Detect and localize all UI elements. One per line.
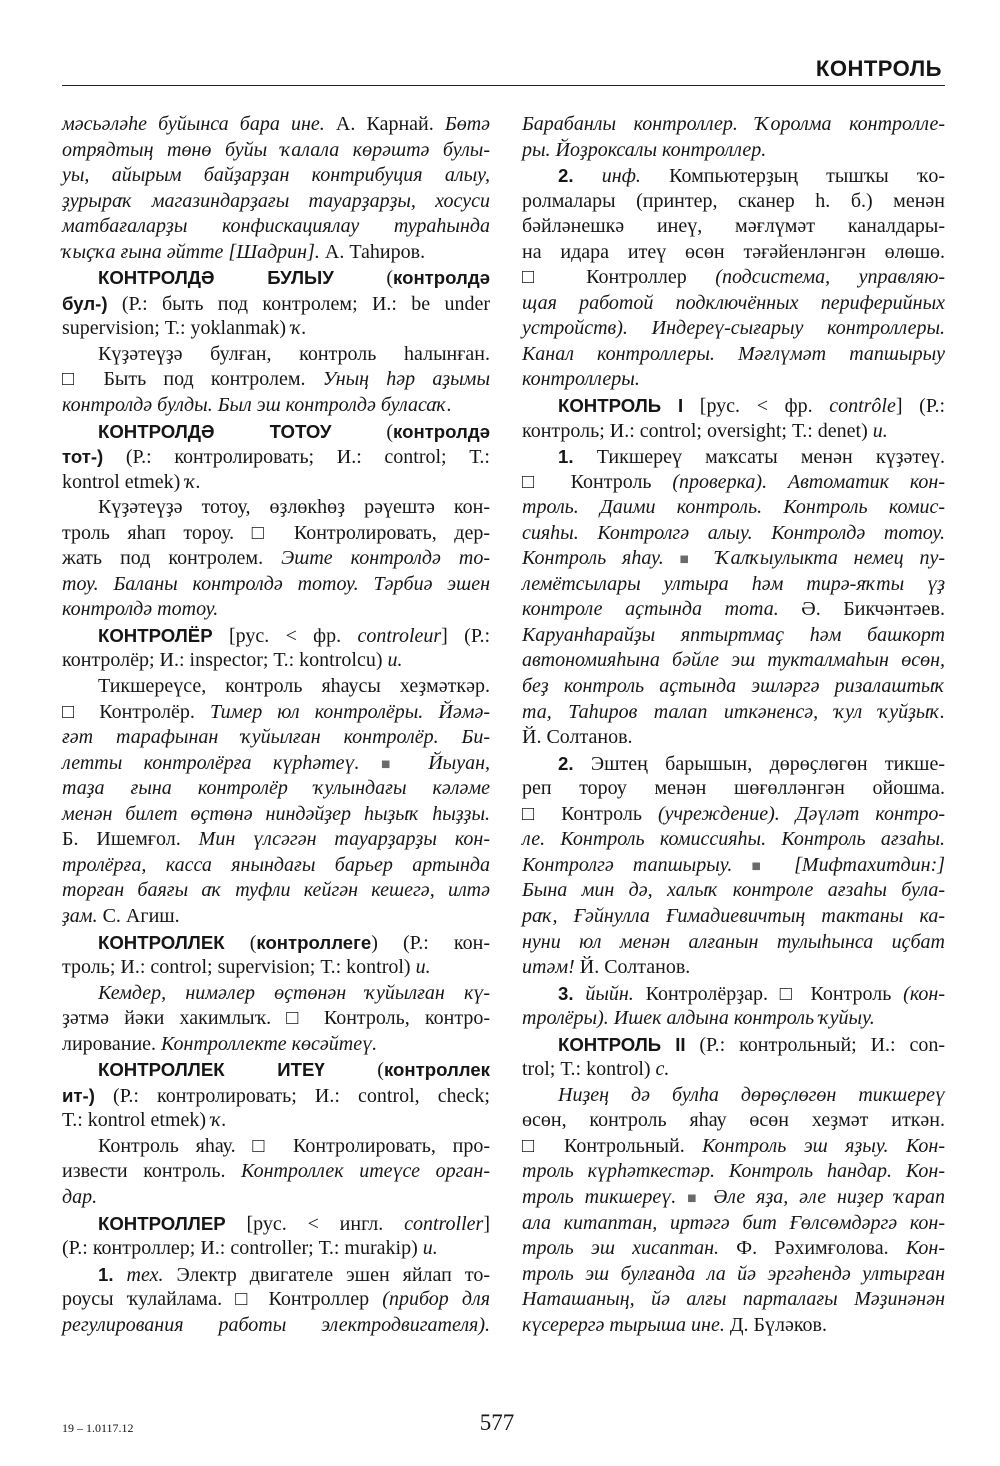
headword-text: контролдә: [393, 267, 490, 289]
text-line: [522, 112, 945, 138]
text-line: [522, 495, 945, 521]
headword-text: 3.: [558, 982, 574, 1004]
plain-text: trol; Т.: kontrol): [522, 1058, 656, 1081]
text-line: [522, 419, 945, 445]
italic-text: Контроль яһау.: [522, 547, 680, 570]
text-line: [522, 546, 945, 572]
plain-text: Контролёрҙар. □ Контроль: [633, 982, 904, 1005]
plain-text: □ Контролёр.: [62, 700, 210, 723]
plain-text: □ Контроль: [522, 470, 673, 493]
italic-text: уы, айырым байҙарҙан контрибуция алыу,: [62, 164, 490, 187]
text-line: [62, 878, 490, 904]
plain-text: (: [324, 1059, 384, 1082]
text-line: [62, 495, 490, 521]
italic-text: троль күрһәткестәр. Контроль һандар. Кон-: [522, 1160, 945, 1183]
plain-text: [574, 165, 602, 187]
headword-text: КОНТРОЛЬ II: [558, 1033, 686, 1055]
headword-text: контроллеге: [256, 931, 372, 953]
text-line: [62, 316, 490, 342]
plain-text: жать под контролем.: [62, 547, 282, 570]
plain-text: С. Агиш.: [97, 904, 180, 927]
text-line: [62, 189, 490, 215]
plain-text: (: [331, 420, 394, 443]
italic-text: ғәт тарафынан ҡуйылған контролёр. Би-: [62, 726, 490, 749]
text-line: [62, 827, 490, 853]
plain-text: лирование.: [62, 1032, 162, 1055]
italic-text: (проверка). Автоматик кон-: [672, 470, 945, 493]
plain-text: ролмалары (принтер, сканер һ. б.) менән: [522, 189, 945, 212]
text-line: [522, 904, 945, 930]
plain-text: [рус. < фр.: [683, 395, 830, 418]
headword-text: КОНТРОЛЛЕК ИТЕҮ: [98, 1059, 325, 1081]
plain-text: □ Контроллер: [522, 266, 716, 289]
plain-text: ] (Р.:: [895, 395, 946, 418]
running-head: КОНТРОЛЬ: [815, 56, 942, 81]
italic-text: и.: [422, 1237, 438, 1260]
italic-text: ала китаптан, иртәгә бит Ғөлсөмдәргә кон-: [522, 1211, 945, 1234]
plain-text: Й. Солтанов.: [574, 956, 691, 979]
plain-text: реп тороу менән шөғөлләнгән ойошма.: [522, 777, 945, 800]
text-line: [522, 776, 945, 802]
text-line: [62, 1236, 490, 1262]
plain-text: Т.: kontrol etmek): [62, 1109, 212, 1132]
italic-text: (учреждение). Дәүләт контро-: [657, 802, 945, 825]
text-line: [522, 700, 945, 726]
italic-text: ҙурыраҡ магазиндарҙағы тауарҙарҙы, хосуси: [62, 189, 490, 212]
italic-text: дар.: [62, 1185, 98, 1208]
italic-text: Наташаның, йә алғы парталағы Мәҙинәнән: [522, 1288, 945, 1311]
italic-text: Канал контроллеры. Мәғлүмәт тапшырыу: [522, 342, 945, 365]
plain-text: Компьютерҙың тышҡы ҡо-: [640, 165, 946, 188]
text-line: [62, 1211, 490, 1237]
italic-text: регулирования работы электродвигателя).: [62, 1313, 490, 1336]
italic-text: (подсистема, управляю-: [715, 266, 945, 289]
plain-text: ] (Р.:: [441, 624, 490, 647]
plain-text: роусы ҡулайлама. □ Контроллер: [62, 1288, 383, 1311]
text-line: [522, 981, 945, 1007]
italic-text: и.: [872, 419, 888, 442]
text-line: [62, 214, 490, 240]
plain-text: (: [224, 931, 257, 954]
text-line: [62, 674, 490, 700]
plain-text: Эштең барышын, дөрөҫлөгөн тикше-: [573, 752, 945, 775]
plain-text: [114, 1264, 127, 1286]
plain-text: бәйләнешкә инеү, мәғлүмәт каналдары-: [522, 215, 945, 238]
plain-text: ҙәтмә йәки хакимлыҡ. □ Контроль, контро-: [62, 1007, 490, 1030]
text-line: [522, 163, 945, 189]
italic-text: Бөтә: [444, 113, 491, 135]
text-line: [62, 776, 490, 802]
text-line: [62, 1032, 490, 1058]
italic-text: ҡ.: [291, 317, 307, 340]
italic-text: йыйн.: [585, 982, 634, 1005]
text-line: [522, 1211, 945, 1237]
text-line: [62, 802, 490, 828]
italic-text: инф.: [601, 165, 641, 188]
italic-text: Контроллекте көсәйтеү.: [161, 1032, 378, 1055]
italic-text: с.: [655, 1058, 670, 1081]
text-line: [62, 751, 490, 777]
text-line: [62, 240, 490, 266]
text-line: [522, 802, 945, 828]
text-line: [522, 597, 945, 623]
text-line: [62, 572, 490, 598]
text-line: [62, 648, 490, 674]
text-line: [522, 1057, 945, 1083]
italic-text: Кемдер, нимәлер өҫтөнән ҡуйылған кү-: [98, 981, 490, 1004]
text-line: [522, 521, 945, 547]
text-line: [62, 291, 490, 317]
plain-text: [рус. < фр.: [212, 624, 358, 647]
text-line: [62, 419, 490, 445]
text-line: [522, 367, 945, 393]
italic-text: контролдә тотоу.: [62, 598, 219, 621]
italic-text: Мин үлсәгән тауарҙарҙы кон-: [198, 828, 490, 851]
text-line: [522, 1006, 945, 1032]
text-line: [522, 648, 945, 674]
italic-text: устройств). Индереү-сығарыу контроллеры.: [522, 317, 945, 340]
text-line: [62, 853, 490, 879]
headword-text: ит-): [62, 1084, 95, 1106]
italic-text: менән билет өҫтөнә ниндәйҙер һыҙыҡ һыҙҙы.: [62, 802, 490, 825]
italic-text: мәсьәләһе буйынса бара ине.: [62, 113, 325, 135]
text-line: [522, 1083, 945, 1109]
header-rule: [62, 85, 945, 86]
plain-text: (Р.: контролировать; И.: control; Т.:: [103, 446, 490, 469]
text-line: [522, 1108, 945, 1134]
text-line: [62, 700, 490, 726]
italic-text: Әле яҙа, әле ниҙер ҡарап: [702, 1185, 946, 1208]
italic-text: контролдә булды. Был эш контролдә буласаҡ.: [62, 394, 452, 417]
italic-text: тролёрға, касса янындағы барьер артында: [62, 853, 490, 876]
text-line: [522, 827, 945, 853]
italic-text: и.: [415, 956, 431, 979]
plain-text: (: [333, 267, 394, 290]
plain-text: (Р.: контроллер; И.: controller; Т.: murakip): [62, 1237, 423, 1260]
plain-text: контролёр; И.: inspector; Т.: kontrolcu): [62, 649, 388, 672]
italic-text: тех.: [126, 1263, 164, 1286]
page-number: 577: [479, 1410, 515, 1435]
headword-text: 1.: [98, 1263, 114, 1285]
italic-text: (кон-: [903, 982, 946, 1005]
italic-text: тоу. Баланы контролдә тотоу. Тәрбиә эшен: [62, 572, 490, 595]
headword-text: КОНТРОЛЛЕК: [98, 931, 225, 953]
italic-text: Контроллек итеүсе орган-: [241, 1160, 490, 1183]
italic-text: contrôle: [829, 395, 896, 418]
italic-text: ҡыҫҡа ғына әйтте [Шадрин].: [62, 240, 320, 263]
headword-text: 1.: [558, 446, 574, 468]
italic-text: Барабанлы контроллер. Ҡоролма контролле-: [522, 113, 945, 135]
italic-text: Йыуан,: [406, 751, 490, 774]
text-line: [62, 904, 490, 930]
text-line: [522, 725, 945, 751]
italic-text: Каруанһарайҙы яптыртмаҫ һәм башкорт: [522, 623, 945, 646]
italic-text: ҙам.: [62, 904, 98, 927]
italic-text: отрядтың төнө буйы ҡалала көрәштә булы-: [62, 138, 490, 161]
plain-text: (Р.: контрольный; И.: con-: [685, 1033, 945, 1056]
text-line: [62, 265, 490, 291]
plain-text: Ф. Рәхимғолова.: [719, 1237, 906, 1260]
text-line: [522, 214, 945, 240]
text-line: [522, 1185, 945, 1211]
plain-text: Б. Ишемғол.: [62, 828, 199, 851]
text-line: [522, 930, 945, 956]
text-line: [522, 751, 945, 777]
printer-signature: 19 – 1.0117.12: [62, 1421, 134, 1435]
text-line: [62, 367, 490, 393]
text-line: [522, 1287, 945, 1313]
headword-text: 2.: [558, 165, 574, 187]
plain-text: Күҙәтеүҙә булған, контроль һалынған.: [98, 342, 490, 365]
italic-text: троль эш булғанда ла йә эргәһендә ултырған: [522, 1262, 945, 1285]
text-line: [522, 572, 945, 598]
plain-text: өсөн, контроль яһау өсөн хеҙмәт иткән.: [522, 1109, 945, 1132]
plain-text: Д. Бүләков.: [724, 1313, 827, 1336]
plain-text: А. Карнай.: [324, 113, 445, 135]
italic-text: троль эш хисаптан.: [522, 1237, 720, 1260]
italic-text: контроле аҫтында тота.: [522, 598, 802, 621]
text-line: [522, 393, 945, 419]
italic-text: Контроль эш яҙыу. Кон-: [702, 1134, 945, 1157]
italic-text: торған баяғы аҡ туфли кейгән кешегә, илтә: [62, 879, 490, 902]
headword-text: тот-): [62, 446, 104, 468]
headword-text: контроллек: [383, 1059, 490, 1081]
text-line: [522, 265, 945, 291]
italic-text: тролёры). Ишек алдына контроль ҡуйыу.: [522, 1007, 875, 1030]
text-line: [62, 955, 490, 981]
plain-text: □ Контроль: [522, 802, 658, 825]
italic-text: Бына мин дә, халыҡ контроле ағзаһы була-: [522, 879, 945, 902]
italic-text: щая работой подключённых периферийных: [522, 291, 945, 314]
italic-text: летты контролёрға күрһәтеү.: [62, 751, 381, 774]
text-line: [62, 930, 490, 956]
plain-text: контроль; И.: control; oversight; Т.: denet): [522, 419, 873, 442]
italic-text: ле. Контроль комиссияһы. Контроль ағзаһы.: [522, 828, 945, 851]
example-marker: ■: [687, 1189, 703, 1207]
italic-text: раҡ, Ғәйнулла Ғимадиевичтың тактаны ка-: [522, 904, 945, 927]
headword-text: 2.: [558, 752, 574, 774]
italic-text: ҡ.: [185, 470, 201, 493]
text-line: [62, 725, 490, 751]
headword-text: КОНТРОЛДӘ БУЛЫУ: [98, 267, 334, 289]
text-line: [522, 853, 945, 879]
plain-text: [574, 983, 586, 1005]
plain-text: А. Таһиров.: [319, 240, 426, 263]
headword-text: КОНТРОЛЬ I: [558, 395, 684, 417]
italic-text: Контролгә тапшырыу.: [522, 853, 752, 876]
right-column: [522, 112, 945, 1338]
text-line: [62, 342, 490, 368]
italic-text: Эште контролдә то-: [281, 547, 491, 570]
plain-text: kontrol etmek): [62, 470, 186, 493]
italic-text: [Мифтахитдин:]: [775, 853, 946, 876]
left-column: [62, 112, 490, 1338]
italic-text: матбағаларҙы конфискациялау тураһында: [62, 215, 490, 238]
example-marker: ■: [380, 755, 407, 773]
text-line: [62, 1159, 490, 1185]
text-line: [62, 138, 490, 164]
plain-text: Тикшереүсе, контроль яһаусы хеҙмәткәр.: [98, 675, 490, 698]
italic-text: Тимер юл контролёры. Йәмә-: [209, 700, 490, 723]
plain-text: ) (Р.: кон-: [371, 931, 490, 954]
plain-text: ]: [483, 1212, 490, 1235]
plain-text: троль яһап тороу. □ Контролировать, дер-: [62, 521, 490, 544]
italic-text: контроллеры.: [522, 368, 640, 391]
plain-text: supervision; Т.: yoklanmak): [62, 317, 292, 340]
text-line: [62, 1313, 490, 1339]
plain-text: □ Контрольный.: [522, 1134, 703, 1157]
plain-text: [рус. < ингл.: [225, 1212, 405, 1235]
plain-text: (Р.: контролировать; И.: control, check;: [94, 1084, 490, 1107]
plain-text: Ә. Бикчәнтәев.: [801, 598, 945, 621]
italic-text: Уның һәр аҙымы: [322, 368, 490, 391]
text-line: [62, 1134, 490, 1160]
text-line: [522, 316, 945, 342]
text-line: [522, 955, 945, 981]
plain-text: извести контроль.: [62, 1160, 242, 1183]
text-line: [62, 444, 490, 470]
text-line: [522, 470, 945, 496]
text-line: [62, 163, 490, 189]
example-marker: ■: [679, 551, 700, 569]
italic-text: Ҡалҡыулыкта немец пу-: [699, 547, 946, 570]
text-line: [522, 444, 945, 470]
italic-text: Ниҙең дә булһа дөрөҫлөгөн тикшереү: [558, 1083, 945, 1106]
italic-text: controller: [404, 1212, 484, 1235]
text-line: [62, 1185, 490, 1211]
italic-text: ры. Йоҙроксалы контроллер.: [522, 138, 767, 161]
plain-text: Электр двигателе эшен яйлап то-: [163, 1263, 491, 1286]
text-line: [62, 597, 490, 623]
plain-text: Күҙәтеүҙә тотоу, өҙлөкһөҙ рәүештә кон-: [98, 496, 490, 519]
italic-text: нуни юл менән алғанын тулыһынса иҫбат: [522, 930, 945, 953]
italic-text: троль тикшереү.: [522, 1185, 688, 1208]
italic-text: ҡ.: [211, 1109, 227, 1132]
text-line: [522, 1159, 945, 1185]
italic-text: таҙа ғына контролёр ҡулындағы кәләме: [62, 777, 490, 800]
headword-text: КОНТРОЛЁР: [98, 624, 213, 646]
text-line: [62, 521, 490, 547]
example-marker: ■: [751, 857, 776, 875]
plain-text: Й. Солтанов.: [522, 726, 633, 749]
text-line: [522, 1262, 945, 1288]
text-line: [62, 1262, 490, 1288]
text-line: [522, 342, 945, 368]
plain-text: на идара итеү өсөн тәғәйенләнгән өлөшө.: [522, 240, 945, 263]
plain-text: Тикшереү маҡсаты менән күҙәтеү.: [573, 446, 945, 469]
italic-text: күсерергә тырыша ине.: [522, 1313, 725, 1336]
plain-text: (Р.: быть под контролем; И.: be under: [107, 292, 490, 315]
italic-text: автономияһына бәйле эш тукталмаһын өсөн,: [522, 649, 945, 672]
italic-text: (прибор для: [382, 1288, 490, 1311]
italic-text: Кон-: [905, 1237, 946, 1260]
plain-text: троль; И.: control; supervision; Т.: kontrol): [62, 956, 416, 979]
text-line: [62, 1006, 490, 1032]
text-line: [522, 674, 945, 700]
headword-text: бул-): [62, 292, 108, 314]
text-line: [522, 623, 945, 649]
headword-text: КОНТРОЛЛЕР: [98, 1212, 226, 1234]
italic-text: троль. Даими контроль. Контроль комис-: [522, 496, 945, 519]
italic-text: сияһы. Контролгә алыу. Контролдә тотоу.: [522, 521, 945, 544]
italic-text: лемётсылары ултыра һәм тирә-яҡты үҙ: [522, 572, 945, 595]
text-line: [62, 393, 490, 419]
text-line: [62, 112, 490, 138]
text-line: [62, 546, 490, 572]
text-line: [62, 1057, 490, 1083]
text-line: [522, 1313, 945, 1339]
text-line: [62, 1287, 490, 1313]
text-line: [62, 1108, 490, 1134]
text-line: [522, 240, 945, 266]
text-line: [522, 291, 945, 317]
text-line: [62, 623, 490, 649]
text-line: [522, 138, 945, 164]
plain-text: Контроль яһау. □ Контролировать, про-: [98, 1134, 490, 1157]
text-line: [522, 189, 945, 215]
text-line: [62, 470, 490, 496]
plain-text: □ Быть под контролем.: [62, 368, 323, 391]
italic-text: та, Таһиров талап иткәненсә, ҡул ҡуйҙыҡ.: [522, 700, 945, 723]
headword-text: контролдә: [393, 420, 490, 442]
text-line: [62, 1083, 490, 1109]
text-line: [62, 981, 490, 1007]
italic-text: итәм!: [522, 956, 575, 979]
text-line: [522, 1236, 945, 1262]
text-line: [522, 1134, 945, 1160]
italic-text: и.: [387, 649, 403, 672]
headword-text: КОНТРОЛДӘ ТОТОУ: [98, 420, 332, 442]
text-line: [522, 1032, 945, 1058]
italic-text: беҙ контроль аҫтында эшләргә ризалаштыҡ: [522, 675, 945, 698]
text-line: [522, 878, 945, 904]
italic-text: controleur: [357, 624, 442, 647]
